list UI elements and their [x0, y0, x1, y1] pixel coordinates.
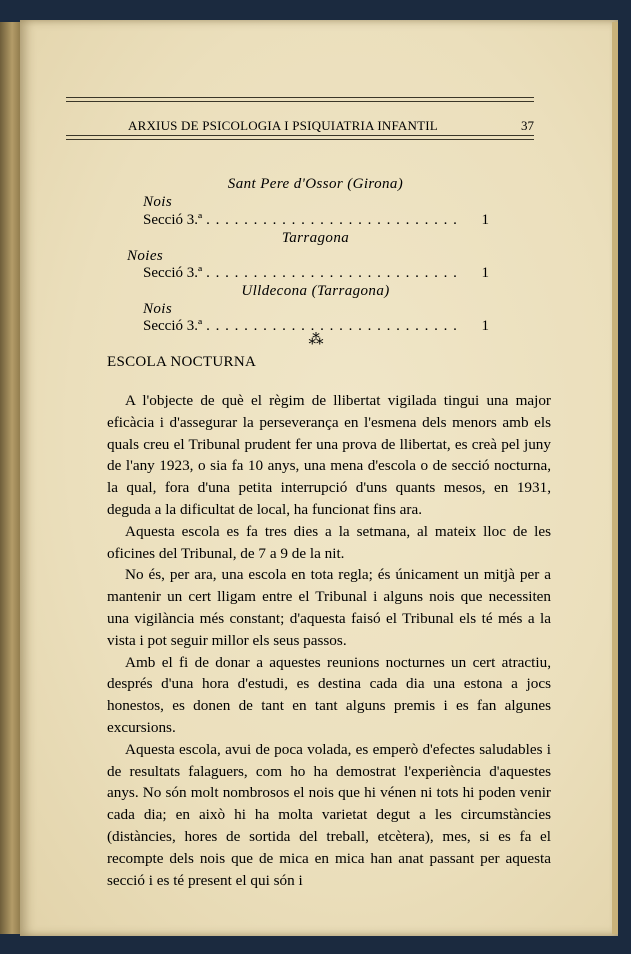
paragraph: Amb el fi de donar a aquestes reunions nocturnes un cert atractiu, després d'una hora d'estudi, es destina cada dia una estona a jocs honestos, es donen de tant en tant alguns premis i es fan algunes excursions.	[107, 653, 551, 736]
asterism-ornament: ⁂	[308, 332, 324, 348]
place-heading: Sant Pere d'Ossor (Girona)	[227, 176, 404, 192]
group-label: Nois	[143, 194, 173, 210]
list-entry	[143, 212, 489, 229]
entry-count: 1	[481, 265, 489, 281]
section-heading: ESCOLA NOCTURNA	[107, 354, 257, 370]
body-text	[107, 390, 551, 891]
list-entry	[143, 265, 489, 282]
book-back-edge	[0, 22, 22, 934]
paragraph: Aquesta escola es fa tres dies a la setmana, al mateix lloc de les oficines del Tribunal, de 7 a 9 de la nit.	[107, 522, 551, 562]
entry-section: Secció 3.ª	[143, 318, 203, 334]
page-number: 37	[521, 118, 534, 133]
leader-dots	[206, 318, 463, 335]
header-rule-bottom-second	[66, 139, 534, 140]
group-label: Nois	[143, 301, 173, 317]
leader-dots	[206, 212, 463, 229]
entry-count: 1	[481, 212, 489, 228]
paragraph: No és, per ara, una escola en tota regla; és únicament un mitjà per a mantenir un cert lligam entre el Tribunal i alguns nois que necessiten una vigilància més constant; d'aquesta faisó el Tribunal els té més a la vista i pot seguir millor els seus passos.	[107, 566, 551, 649]
background-band	[0, 936, 631, 954]
header-rule-top	[66, 97, 534, 98]
paragraph: Aquesta escola, avui de poca volada, es emperò d'efectes saludables i de resultats falaguers, com ho ha demostrat l'experiència d'aquestes anys. No són molt nombrosos el nois que hi vénen ni tots hi poden venir cada dia; en això hi ha molta varietat degut a les circumstàncies (distàncies, hores de sortida del treball, etcètera), mes, si es fa el recompte dels nois que de mica en mica han anat passant per aquesta secció i es té present el qui són i	[107, 740, 551, 889]
journal-title: ARXIUS DE PSICOLOGIA I PSIQUIATRIA INFANTIL	[128, 118, 438, 133]
entry-section: Secció 3.ª	[143, 265, 203, 281]
place-heading: Ulldecona (Tarragona)	[241, 283, 390, 299]
entry-section: Secció 3.ª	[143, 212, 203, 228]
header-rule-top-second	[66, 101, 534, 102]
page-edge	[612, 22, 618, 934]
paragraph: A l'objecte de què el règim de llibertat vigilada tingui una major eficàcia i d'assegurar la perseverança en l'esmena dels menors amb els quals creu el Tribunal prudent fer una prova de llibertat, es creà pel juny de l'any 1923, o sia fa 10 anys, una mena d'escola o de secció nocturna, la qual, fora d'una petita interrupció d'uns quants mesos, en 1931, deguda a la dificultat de local, ha funcionat fins ara.	[107, 392, 551, 518]
group-label: Noies	[127, 248, 164, 264]
header-rule-bottom	[66, 135, 534, 136]
entry-count: 1	[481, 318, 489, 334]
leader-dots	[206, 265, 463, 282]
place-heading: Tarragona	[281, 230, 350, 246]
